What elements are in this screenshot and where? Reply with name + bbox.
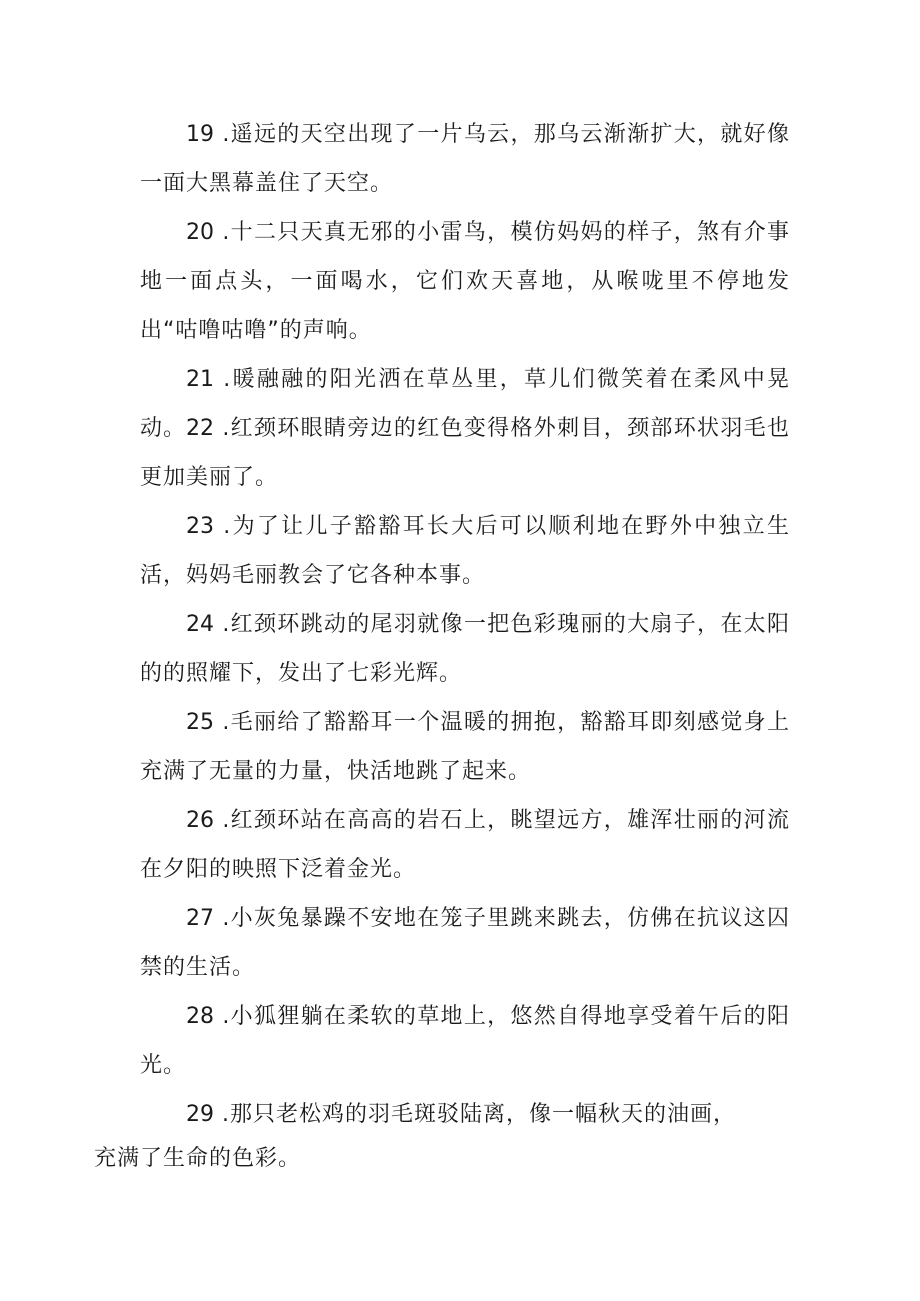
item-number: 24 xyxy=(186,612,214,637)
item-number: 21 xyxy=(186,367,214,392)
item-text: .遥远的天空出现了一片乌云，那乌云渐渐扩大，就好像一面大黑幕盖住了天空。 xyxy=(140,122,791,196)
item-number: 25 xyxy=(186,710,214,735)
list-item xyxy=(94,1090,790,1179)
list-item xyxy=(140,796,790,894)
item-text: .小灰兔暴躁不安地在笼子里跳来跳去，仿佛在抗议这囚禁的生活。 xyxy=(140,906,791,980)
list-item xyxy=(140,600,790,698)
item-text: .十二只天真无邪的小雷鸟，模仿妈妈的样子，煞有介事地一面点头，一面喝水，它们欢天喜地，从喉咙里不停地发出“咕噜咕噜”的声响。 xyxy=(140,220,791,343)
list-item xyxy=(140,698,790,796)
item-number: 28 xyxy=(186,1004,214,1029)
list-item xyxy=(140,404,790,502)
item-number: 26 xyxy=(186,808,214,833)
item-text: .红颈环站在高高的岩石上，眺望远方，雄浑壮丽的河流在夕阳的映照下泛着金光。 xyxy=(140,808,791,882)
item-text: .为了让儿子豁豁耳长大后可以顺利地在野外中独立生活，妈妈毛丽教会了它各种本事。 xyxy=(140,514,791,588)
list-item xyxy=(140,894,790,992)
list-item xyxy=(140,992,790,1090)
item-number: 22 xyxy=(186,416,214,441)
item-number: 20 xyxy=(186,220,214,245)
item-number: 29 xyxy=(186,1102,214,1127)
list-item xyxy=(140,502,790,600)
list-item xyxy=(140,110,790,208)
item-text: .小狐狸躺在柔软的草地上，悠然自得地享受着午后的阳光。 xyxy=(140,1004,791,1078)
item-number: 27 xyxy=(186,906,214,931)
item-text: .红颈环眼睛旁边的红色变得格外刺目，颈部环状羽毛也更加美丽了。 xyxy=(140,416,791,490)
item-text-continuation: 充满了生命的色彩。 xyxy=(94,1146,302,1171)
item-text: .那只老松鸡的羽毛斑驳陆离，像一幅秋天的油画， xyxy=(222,1102,736,1127)
list-item xyxy=(140,208,790,355)
item-text: .红颈环跳动的尾羽就像一把色彩瑰丽的大扇子，在太阳的的照耀下，发出了七彩光辉。 xyxy=(140,612,791,686)
item-number: 19 xyxy=(186,122,214,147)
item-text: .暖融融的阳光洒在草丛里，草儿们微笑着在柔风中晃动。 xyxy=(140,367,791,441)
item-text: .毛丽给了豁豁耳一个温暖的拥抱，豁豁耳即刻感觉身上充满了无量的力量，快活地跳了起来。 xyxy=(140,710,791,784)
item-number: 23 xyxy=(186,514,214,539)
